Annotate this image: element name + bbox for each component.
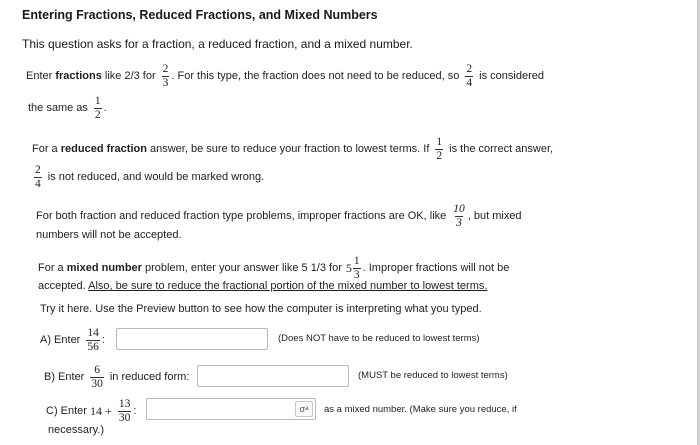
answer-a-note: (Does NOT have to be reduced to lowest terms)	[278, 333, 480, 344]
reduce-warning: Also, be sure to reduce the fractional portion of the mixed number to lowest terms.	[88, 280, 488, 292]
fraction-1-2-example: $\frac{1}{2}$	[436, 136, 443, 162]
question-c-label: C) Enter 14 + $\frac{13}{30}$ :	[46, 398, 137, 424]
fraction-10-3: $\frac{10}{3}$	[453, 203, 465, 229]
question-b-label: B) Enter $\frac{6}{30}$ in reduced form:	[44, 364, 190, 390]
intro-text: This question asks for a fraction, a reduced fraction, and a mixed number.	[22, 37, 413, 51]
mixed-whole-5: 5	[345, 260, 352, 275]
page-title: Entering Fractions, Reduced Fractions, and Mixed Numbers	[22, 8, 378, 22]
fraction-13-30: $\frac{13}{30}$	[118, 398, 131, 424]
fractions-explanation-line2: the same as $\frac{1}{2}$ .	[28, 95, 107, 121]
fraction-1-2: $\frac{1}{2}$	[94, 95, 101, 121]
fraction-2-4-example: $\frac{2}{4}$	[35, 164, 41, 190]
fraction-14-56: $\frac{14}{56}$	[87, 327, 99, 353]
fractions-explanation-line1: Enter fractions like 2/3 for $\frac{2}{3}$ . For this type, the fraction does not need to be reduced, so $\frac{2}{4}$ is considered	[26, 63, 544, 89]
fraction-1-3: $\frac{1}{3}$	[353, 255, 360, 281]
answer-c-input[interactable]	[147, 399, 293, 419]
math-palette-icon[interactable]: σᵃ	[295, 401, 313, 417]
answer-b-input-box[interactable]	[197, 365, 349, 387]
answer-c-note-line2: necessary.)	[48, 424, 105, 436]
answer-c-input-box[interactable]	[146, 398, 316, 420]
question-a-label: A) Enter $\frac{14}{56}$ :	[40, 327, 105, 353]
try-it-instruction: Try it here. Use the Preview button to see how the computer is interpreting what you typed.	[40, 303, 482, 315]
answer-b-note: (MUST be reduced to lowest terms)	[358, 370, 508, 381]
reduced-fraction-explanation-line2: $\frac{2}{4}$ is not reduced, and would be marked wrong.	[35, 164, 265, 190]
answer-a-input[interactable]	[117, 329, 267, 349]
fraction-2-4: $\frac{2}{4}$	[466, 63, 473, 89]
reduced-fraction-explanation-line1: For a reduced fraction answer, be sure to reduce your fraction to lowest terms. If $\frac{1}{2}$ is the correct answer,	[32, 136, 554, 162]
answer-c-note: as a mixed number. (Make sure you reduce, if	[324, 404, 517, 415]
improper-fraction-explanation-line1: For both fraction and reduced fraction type problems, improper fractions are OK, like $\frac{10}{3}$ , but mixed	[36, 203, 522, 229]
fraction-2-3: $\frac{2}{3}$	[162, 63, 169, 89]
answer-b-input[interactable]	[198, 366, 348, 386]
mixed-number-explanation-line1: For a mixed number problem, enter your answer like 5 1/3 for 5 $\frac{1}{3}$ . Improper fractions will not be	[38, 255, 510, 281]
answer-a-input-box[interactable]	[116, 328, 268, 350]
mixed-number-explanation-line2: accepted. Also, be sure to reduce the fractional portion of the mixed number to lowest terms.	[38, 280, 488, 292]
improper-fraction-explanation-line2: numbers will not be accepted.	[36, 229, 182, 241]
fraction-6-30: $\frac{6}{30}$	[91, 364, 103, 390]
